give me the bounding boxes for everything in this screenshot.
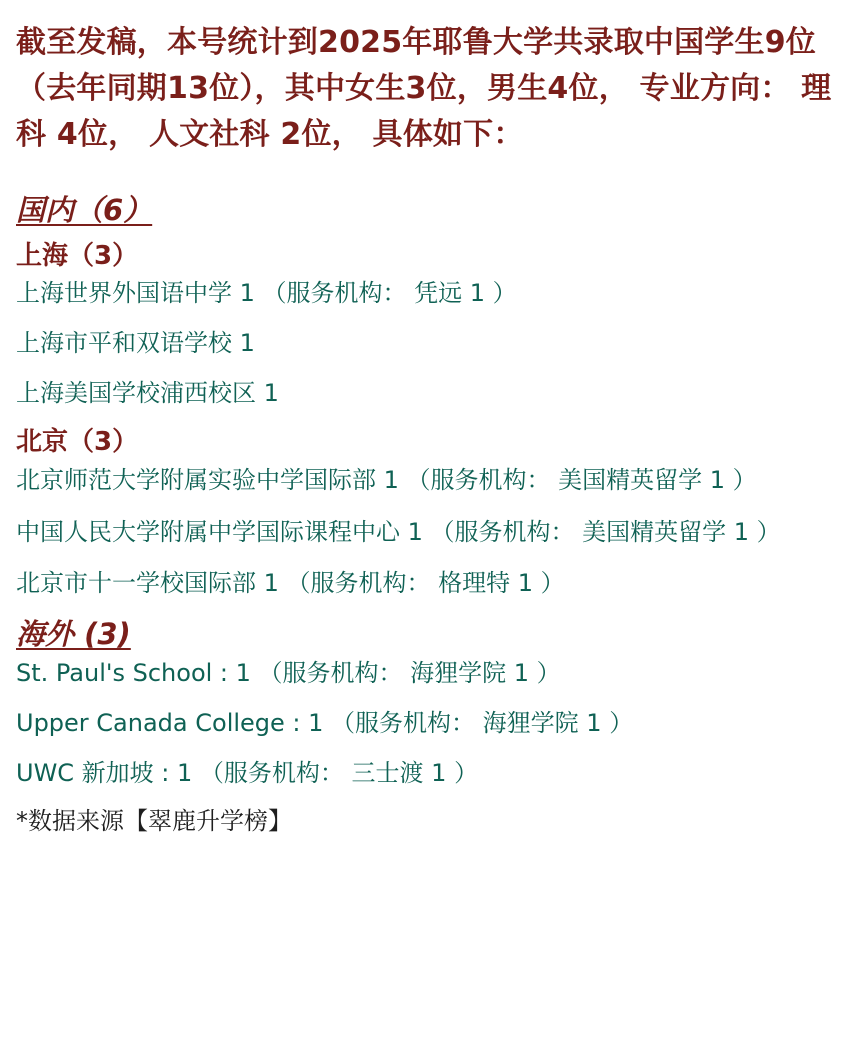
list-item: 北京师范大学附属实验中学国际部 1 （服务机构： 美国精英留学 1 ） xyxy=(16,466,757,494)
shanghai-heading: 上海（3） xyxy=(16,241,139,271)
list-item: 上海美国学校浦西校区 1 xyxy=(16,379,279,407)
list-item: 北京市十一学校国际部 1 （服务机构： 格理特 1 ） xyxy=(16,569,565,597)
shanghai-group xyxy=(16,238,844,412)
list-item: Upper Canada College : 1 （服务机构： 海狸学院 1 ） xyxy=(16,709,634,737)
overseas-section xyxy=(16,614,844,792)
intro-paragraph: 截至发稿，本号统计到2025年耶鲁大学共录取中国学生9位 （去年同期13位），其中女生3位，男生4位， 专业方向： 理科 4位， 人文社科 2位， 具体如下： xyxy=(16,25,832,152)
domestic-section xyxy=(16,190,844,230)
beijing-heading: 北京（3） xyxy=(16,427,139,457)
shanghai-list xyxy=(16,274,844,412)
domestic-heading: 国内（6） xyxy=(16,193,153,227)
list-item: 上海世界外国语中学 1 （服务机构： 凭远 1 ） xyxy=(16,279,517,307)
list-item: UWC 新加坡 : 1 （服务机构： 三士渡 1 ） xyxy=(16,759,479,787)
beijing-group xyxy=(16,424,844,602)
list-item: 上海市平和双语学校 1 xyxy=(16,329,255,357)
data-source-text: *数据来源【翠鹿升学榜】 xyxy=(16,807,292,835)
source-note xyxy=(16,804,844,838)
beijing-list xyxy=(16,460,844,602)
list-item: 中国人民大学附属中学国际课程中心 1 （服务机构： 美国精英留学 1 ） xyxy=(16,518,781,546)
overseas-list xyxy=(16,654,844,792)
intro-block xyxy=(16,20,844,158)
overseas-heading: 海外 (3) xyxy=(16,617,131,651)
list-item: St. Paul's School : 1 （服务机构： 海狸学院 1 ） xyxy=(16,659,561,687)
